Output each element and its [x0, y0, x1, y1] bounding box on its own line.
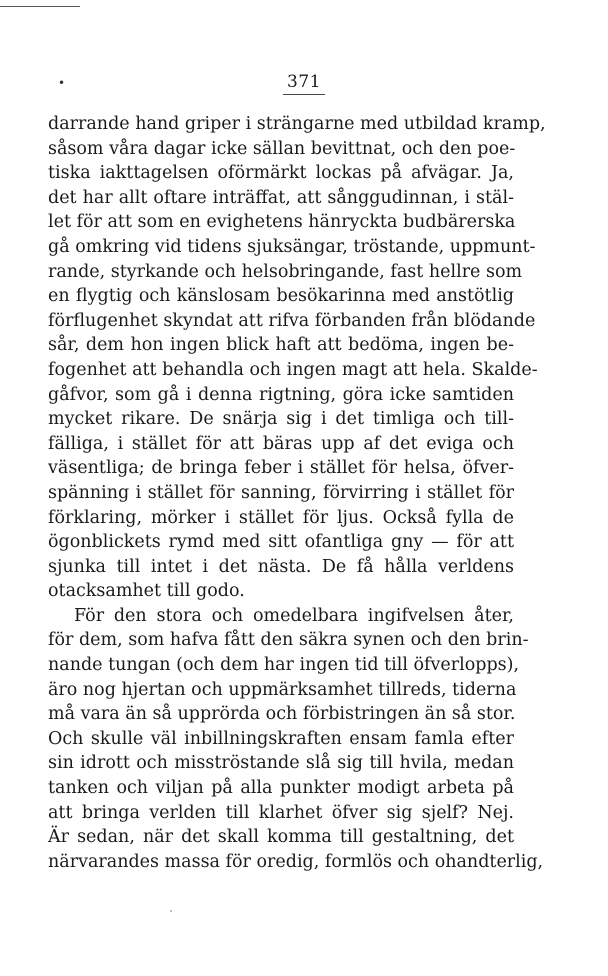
- text-line: let för att som en evighetens hänryckta budbärerska: [48, 212, 516, 233]
- text-line: fälliga, i stället för att bäras upp af det eviga och: [48, 433, 514, 454]
- paragraph: [48, 112, 546, 604]
- top-rule: [0, 6, 80, 7]
- text-line: förklaring, mörker i stället för ljus. Också fylla de: [48, 507, 514, 528]
- text-line: det har allt oftare inträffat, att sånggudinnan, i stäl-: [48, 187, 514, 208]
- text-line: mycket rikare. De snärja sig i det timliga och till-: [48, 409, 514, 430]
- text-line: förflugenhet skyndat att rifva förbanden från blödande: [48, 310, 536, 331]
- text-line: väsentliga; de bringa feber i stället för helsa, öfver-: [48, 458, 514, 479]
- text-line: Och skulle väl inbillningskraften ensam famla efter: [48, 728, 514, 749]
- text-line: för dem, som hafva fått den säkra synen och den brin-: [48, 630, 529, 651]
- corner-mark: •: [58, 76, 66, 90]
- text-line: såsom våra dagar icke sällan bevittnat, och den poe-: [48, 138, 516, 159]
- text-line: otacksamhet till godo.: [48, 581, 245, 602]
- page-number: [0, 72, 608, 92]
- text-line: darrande hand griper i strängarne med utbildad kramp,: [48, 114, 546, 134]
- text-line: tanken och viljan på alla punkter modigt arbeta på: [48, 778, 514, 799]
- text-line: gå omkring vid tidens sjuksängar, tröstande, uppmunt-: [48, 236, 536, 257]
- paper-speck: [170, 910, 172, 912]
- text-line: För den stora och omedelbara ingifvelsen åter,: [74, 605, 514, 626]
- text-line: nande tungan (och dem har ingen tid till öfverlopps),: [48, 655, 520, 676]
- text-line: ögonblickets rymd med sitt ofantliga gny — för att: [48, 532, 514, 553]
- text-line: Är sedan, när det skall komma till gestaltning, det: [48, 827, 514, 848]
- text-line: sin idrott och misströstande slå sig till hvila, medan: [48, 753, 514, 774]
- page-number-text: 371: [283, 72, 325, 95]
- text-line: sjunka till intet i det nästa. De få hålla verldens: [48, 556, 514, 577]
- paragraph: [48, 604, 544, 875]
- text-line: fogenhet att behandla och ingen magt att hela. Skalde-: [48, 359, 538, 380]
- text-line: spänning i stället för sanning, förvirring i stället för: [48, 482, 514, 503]
- text-line: sår, dem hon ingen blick haft att bedöma, ingen be-: [48, 335, 514, 356]
- text-line: att bringa verlden till klarhet öfver sig sjelf? Nej.: [48, 802, 514, 823]
- text-line: närvarandes massa för oredig, formlös och ohandterlig,: [48, 851, 544, 872]
- body-text: [48, 112, 546, 874]
- text-line: en flygtig och känslosam besökarinna med anstötlig: [48, 286, 514, 307]
- text-line: må vara än så upprörda och förbistringen än så stor.: [48, 704, 516, 725]
- text-line: rande, styrkande och helsobringande, fast hellre som: [48, 261, 523, 282]
- text-line: gåfvor, som gå i denna rigtning, göra icke samtiden: [48, 384, 514, 405]
- text-line: tiska iakttagelsen oförmärkt lockas på afvägar. Ja,: [48, 163, 514, 184]
- text-line: äro nog hjertan och uppmärksamhet tillreds, tiderna: [48, 679, 517, 700]
